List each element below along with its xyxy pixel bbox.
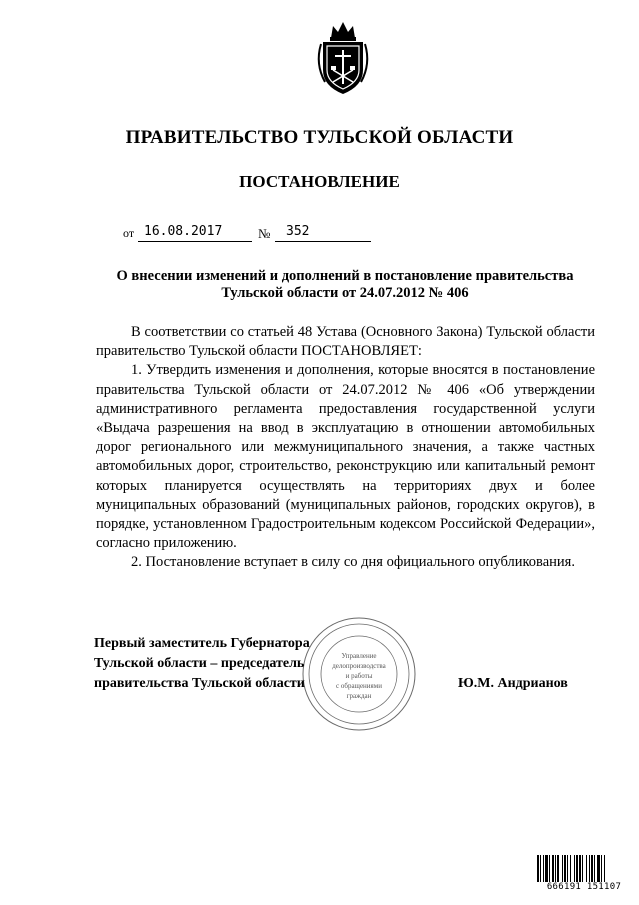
document-type-title: ПОСТАНОВЛЕНИЕ <box>239 172 400 191</box>
signer-position-line-1: Первый заместитель Губернатора <box>94 636 310 651</box>
stamp-line-3: и работы <box>345 672 373 680</box>
signer-position-line-2: Тульской области – председатель <box>94 656 305 671</box>
date-underline <box>138 241 252 242</box>
date-number-line <box>123 226 383 246</box>
government-title: ПРАВИТЕЛЬСТВО ТУЛЬСКОЙ ОБЛАСТИ <box>125 127 514 148</box>
barcode-number: 666191 151107 <box>537 882 631 892</box>
number-prefix: № <box>258 226 271 241</box>
signer-position <box>94 634 344 694</box>
body-intro-paragraph: В соответствии со статьей 48 Устава (Основного Закона) Тульской области правительство Тульской области ПОСТАНОВЛЯЕТ: <box>96 324 595 360</box>
tula-coat-of-arms-emblem <box>313 20 373 96</box>
stamp-line-1: Управление <box>341 652 377 660</box>
document-body <box>96 323 595 573</box>
document-number: 352 <box>286 224 310 239</box>
stamp-line-2: делопроизводства <box>332 662 386 670</box>
subject-line-2: Тульской области от 24.07.2012 № 406 <box>221 285 469 301</box>
stamp-line-4: с обращениями <box>336 682 382 690</box>
subject-line-1: О внесении изменений и дополнений в постановление правительства <box>116 268 574 284</box>
number-underline <box>275 241 371 242</box>
signer-name: Ю.М. Андрианов <box>458 676 568 691</box>
date-prefix: от <box>123 226 135 240</box>
stamp-line-5: граждан <box>346 692 372 700</box>
document-subject <box>95 268 595 302</box>
body-item-2-paragraph: 2. Постановление вступает в силу со дня официального опубликования. <box>131 554 575 571</box>
document-date: 16.08.2017 <box>144 224 223 239</box>
signer-position-line-3: правительства Тульской области <box>94 676 305 691</box>
body-item-1-paragraph: 1. Утвердить изменения и дополнения, которые вносятся в постановление правительства Тульской области от 24.07.2012 № 406 «Об утверждении административного регламента предоставления государственной услуги «Выдача разрешения на ввод в эксплуатацию в отношении автомобильных дорог регионального или межмуниципального значения, а также частных автомобильных дорог, строительство, реконструкцию или капитальный ремонт которых планируется осуществлять на территориях двух и более муниципальных образований (муниципальных районов, городских округов), в порядке, установленном Градостроительным кодексом Российской Федерации», согласно приложению. <box>96 362 595 552</box>
